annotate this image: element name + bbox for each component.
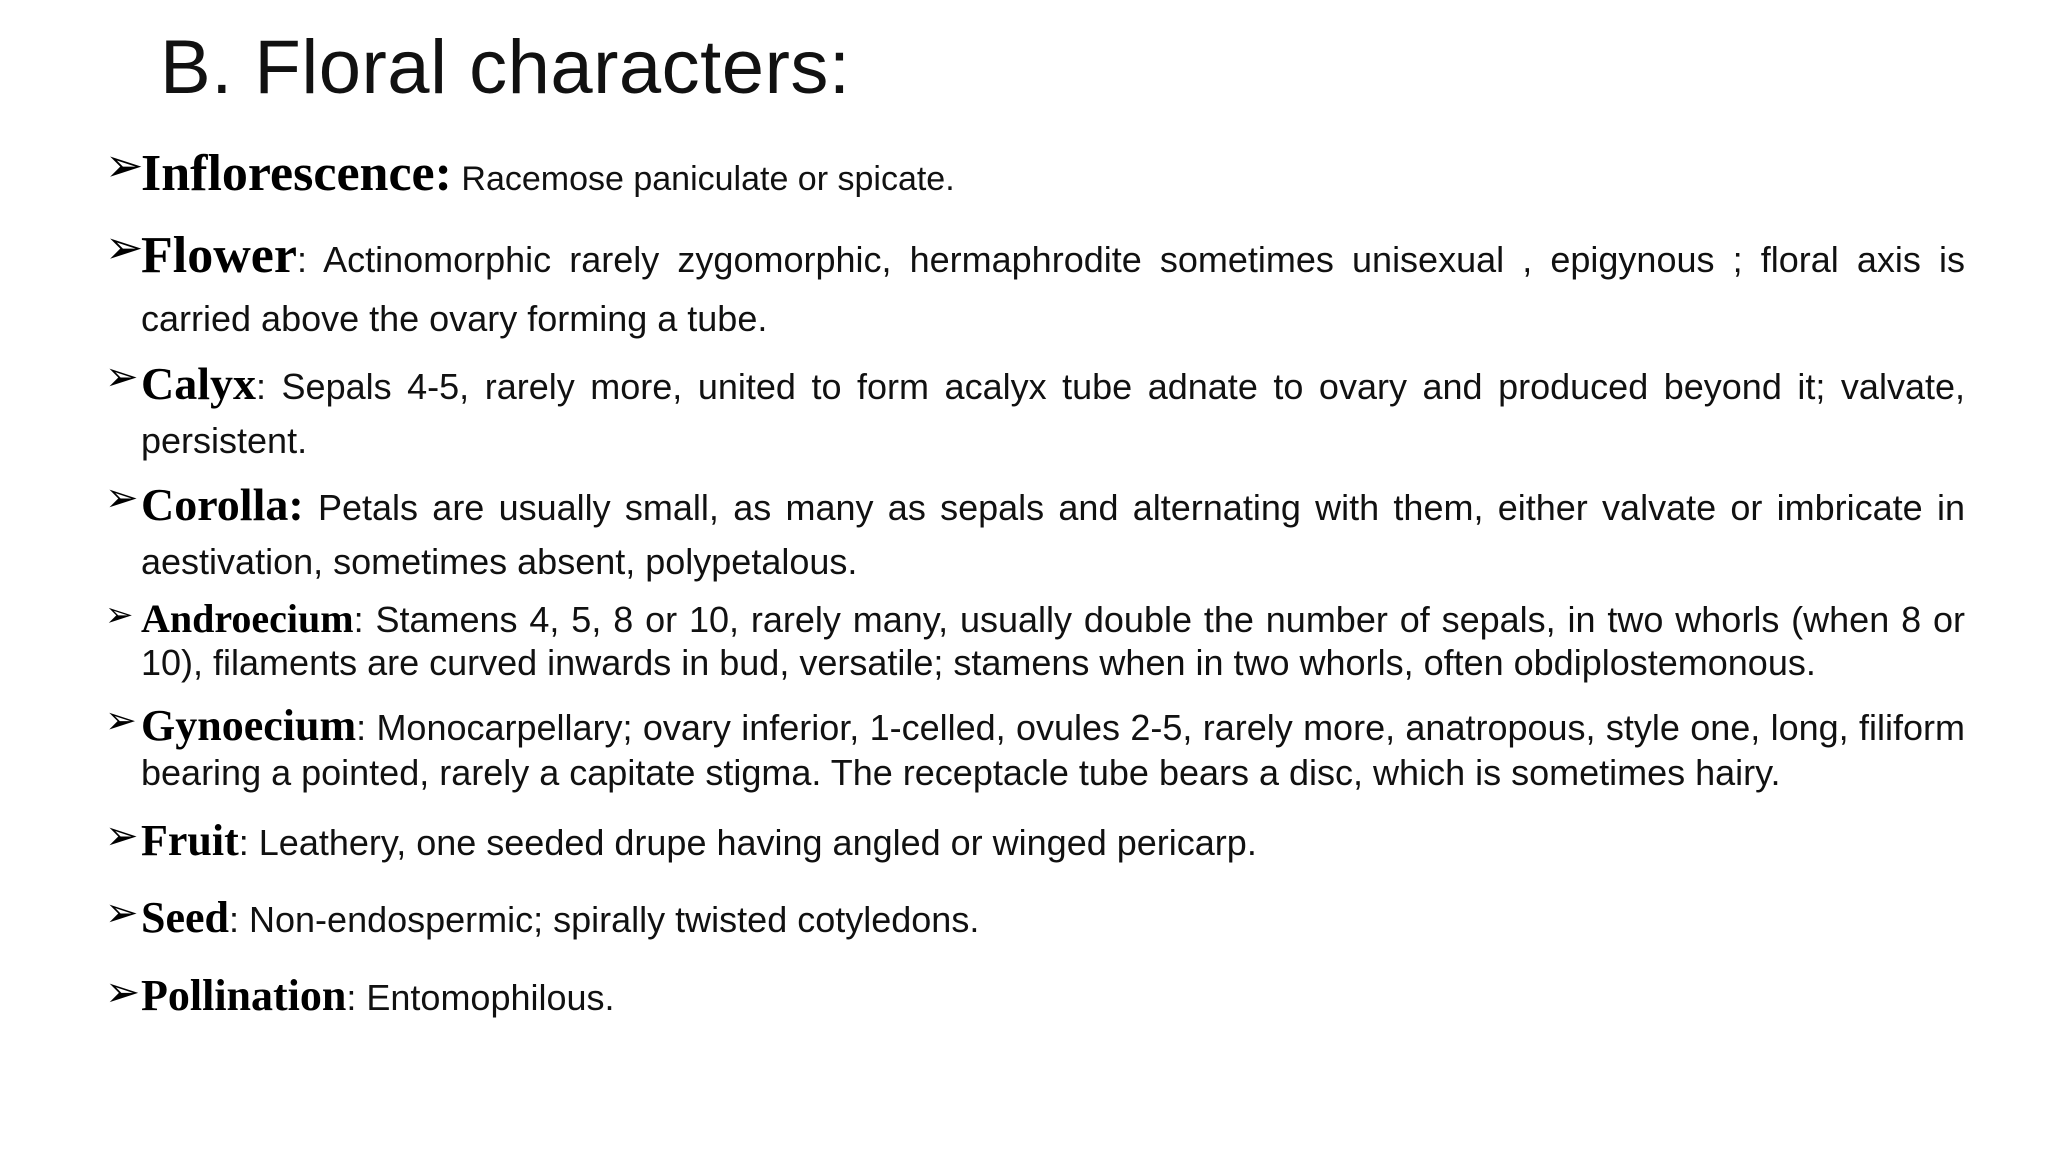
item-separator: : bbox=[256, 366, 282, 408]
arrow-bullet-icon: ➢ bbox=[105, 812, 139, 859]
item-term: Pollination bbox=[141, 971, 347, 1021]
arrow-bullet-icon: ➢ bbox=[105, 220, 144, 275]
arrow-bullet-icon: ➢ bbox=[105, 890, 139, 937]
item-separator: : bbox=[356, 707, 377, 749]
item-separator bbox=[452, 160, 461, 198]
item-term: Gynoecium bbox=[141, 701, 357, 751]
item-separator: : bbox=[229, 899, 250, 941]
arrow-bullet-icon: ➢ bbox=[105, 698, 137, 743]
list-item-flower bbox=[105, 219, 1965, 344]
list-item-gynoecium bbox=[105, 700, 1965, 794]
list-item-calyx bbox=[105, 352, 1965, 465]
arrow-bullet-icon: ➢ bbox=[105, 138, 144, 192]
item-description: Entomophilous. bbox=[366, 977, 615, 1019]
item-description: Leathery, one seeded drupe having angled or winged pericarp. bbox=[258, 821, 1257, 863]
item-description: Non-endospermic; spirally twisted cotyledons. bbox=[249, 899, 980, 941]
item-description: Stamens 4, 5, 8 or 10, rarely many, usually double the number of sepals, in two whorls (when 8 or 10), filaments are curved inwards in bud, versatile; stamens when in two whorls, often obdiplostemonous. bbox=[141, 598, 1965, 683]
item-separator: : bbox=[238, 821, 259, 863]
list-item-androecium bbox=[105, 595, 1965, 685]
list-item-pollination bbox=[105, 964, 1965, 1028]
item-description: Monocarpellary; ovary inferior, 1-celled, ovules 2-5, rarely more, anatropous, style one, long, filiform bearing a pointed, rarely a capitate stigma. The receptacle tube bears a disc, which is sometimes hairy. bbox=[141, 707, 1965, 794]
arrow-bullet-icon: ➢ bbox=[105, 967, 141, 1017]
bullet-list bbox=[105, 136, 1965, 1028]
item-term: Corolla: bbox=[141, 479, 304, 531]
item-term: Fruit bbox=[141, 815, 239, 865]
arrow-bullet-icon: ➢ bbox=[105, 594, 134, 635]
item-separator bbox=[304, 487, 318, 528]
list-item-fruit bbox=[105, 809, 1965, 873]
item-description: Sepals 4-5, rarely more, united to form acalyx tube adnate to ovary and produced beyond it; valvate, persistent. bbox=[141, 366, 1965, 461]
item-description: Racemose paniculate or spicate. bbox=[461, 160, 955, 198]
arrow-bullet-icon: ➢ bbox=[105, 354, 139, 401]
item-term: Inflorescence: bbox=[141, 145, 452, 202]
item-separator: : bbox=[346, 977, 367, 1019]
item-term: Flower bbox=[141, 227, 297, 285]
item-term: Seed bbox=[141, 893, 229, 943]
list-item-inflorescence bbox=[105, 136, 1965, 211]
item-description: Actinomorphic rarely zygomorphic, hermaphrodite sometimes unisexual , epigynous ; floral axis is carried above the ovary forming a tube. bbox=[141, 239, 1965, 340]
arrow-bullet-icon: ➢ bbox=[105, 475, 139, 522]
list-item-corolla bbox=[105, 473, 1965, 586]
item-description: Petals are usually small, as many as sepals and alternating with them, either valvate or imbricate in aestivation, sometimes absent, polypetalous. bbox=[141, 487, 1965, 582]
item-term: Androecium bbox=[141, 595, 354, 641]
item-separator: : bbox=[296, 239, 324, 281]
list-item-seed bbox=[105, 886, 1965, 950]
item-separator: : bbox=[353, 598, 376, 640]
slide-title: B. Floral characters: bbox=[160, 25, 851, 110]
item-term: Calyx bbox=[141, 358, 256, 410]
